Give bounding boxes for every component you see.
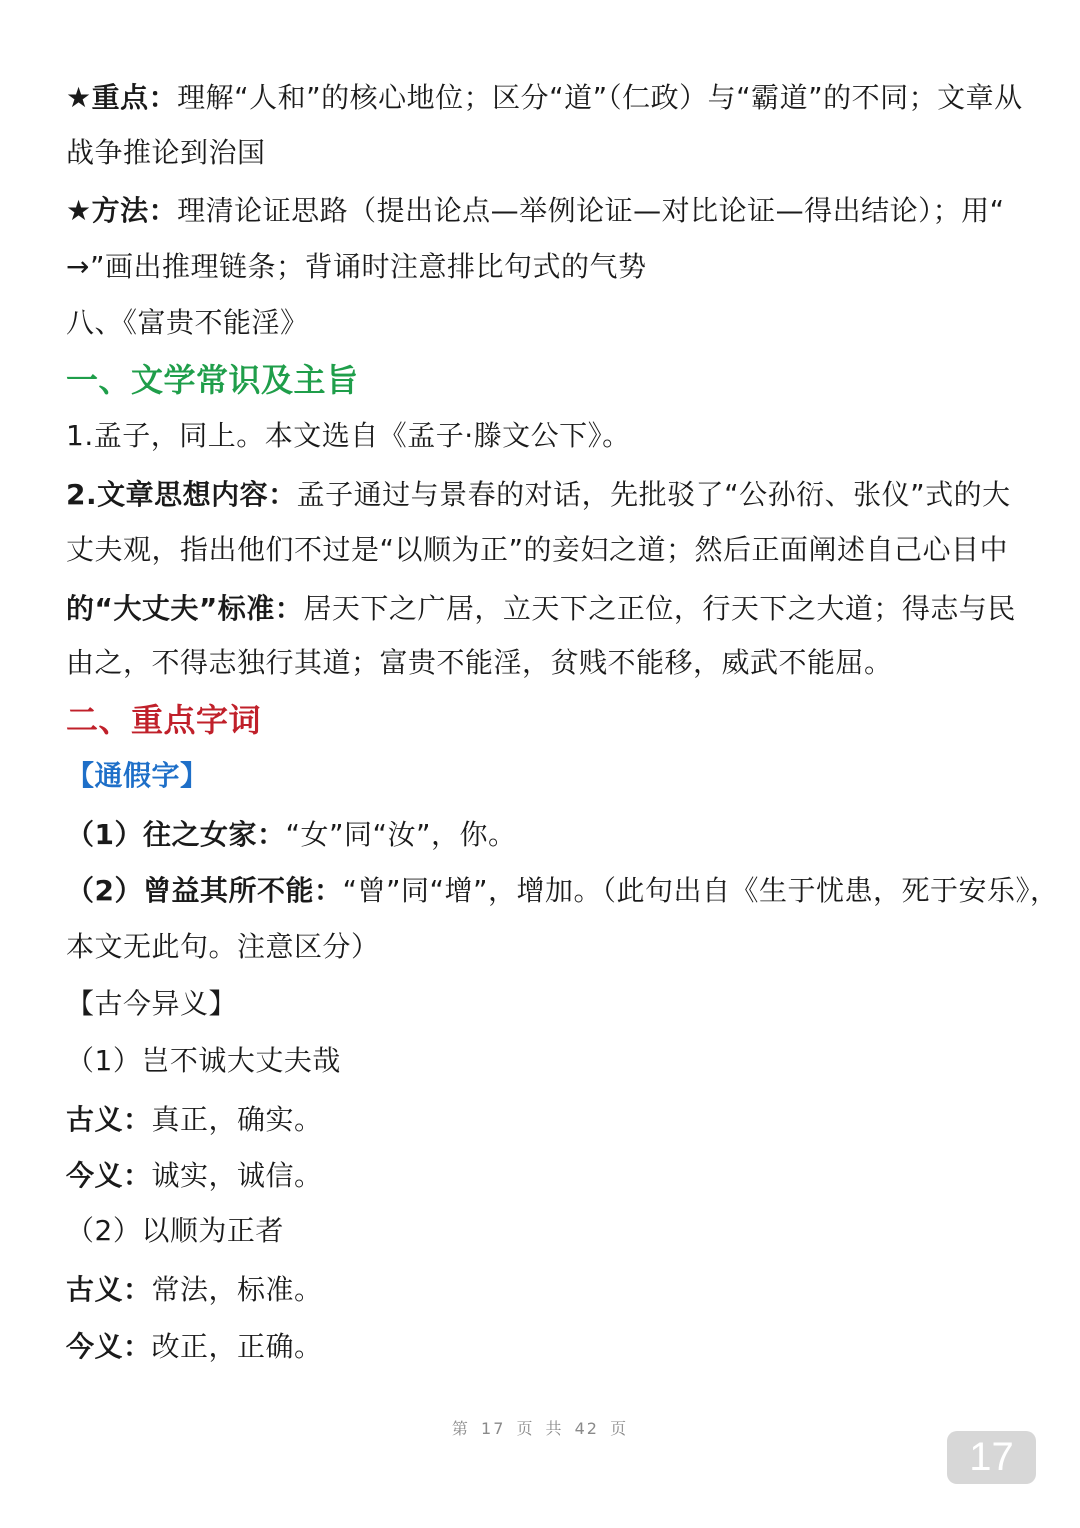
item-tongjiazi-2-label: （2）曾益其所不能： <box>66 874 343 907</box>
key-points-text: 理解“人和”的核心地位；区分“道”（仁政）与“霸道”的不同；文章从 <box>177 81 1023 114</box>
item-tongjiazi-2 <box>66 873 1059 909</box>
method-line <box>66 193 1005 229</box>
ancient-text: 真正，确实。 <box>151 1103 323 1136</box>
paragraph-content-line-1 <box>66 477 1011 513</box>
method-label: ★方法： <box>66 194 178 227</box>
item-tongjiazi-1 <box>66 817 517 853</box>
paragraph-content-line-2: 丈夫观，指出他们不过是“以顺为正”的妾妇之道；然后正面阐述自己心目中 <box>66 533 1009 566</box>
standard-text: 居天下之广居，立天下之正位，行天下之大道；得志与民 <box>303 592 1016 625</box>
item-tongjiazi-2-cont: 本文无此句。注意区分） <box>66 930 380 963</box>
modern-text: 诚实，诚信。 <box>151 1159 323 1192</box>
paragraph-content-line-4: 由之，不得志独行其道；富贵不能淫，贫贱不能移，威武不能屈。 <box>66 646 893 679</box>
item-gujin-1: （1）岂不诚大丈夫哉 <box>66 1044 341 1077</box>
modern-label: 今义： <box>66 1159 152 1192</box>
document-page <box>66 0 1059 1528</box>
ancient-text-2: 常法，标准。 <box>151 1273 323 1306</box>
key-points-label: ★重点： <box>66 81 178 114</box>
subheading-tongjiazi: 【通假字】 <box>66 759 209 792</box>
item-tongjiazi-2-text: “曾”同“增”，增加。（此句出自《生于忧患，死于安乐》， <box>342 874 1059 907</box>
item-gujin-1-ancient <box>66 1102 323 1138</box>
method-text: 理清论证思路（提出论点—举例论证—对比论证—得出结论）；用“ <box>177 194 1005 227</box>
section-heading-key-words: 二、重点字词 <box>66 701 262 739</box>
paragraph-author-source: 1.孟子，同上。本文选自《孟子·滕文公下》。 <box>66 419 631 452</box>
key-points-line <box>66 80 1023 116</box>
content-text: 孟子通过与景春的对话，先批驳了“公孙衍、张仪”式的大 <box>296 478 1011 511</box>
standard-label: 的“大丈夫”标准： <box>66 592 304 625</box>
item-gujin-2-ancient <box>66 1272 323 1308</box>
section-heading-literature: 一、文学常识及主旨 <box>66 361 359 399</box>
page-footer: 第 17 页 共 42 页 <box>451 1419 629 1438</box>
method-line-2: →”画出推理链条；背诵时注意排比句式的气势 <box>66 250 647 283</box>
key-points-line-2: 战争推论到治国 <box>66 136 266 169</box>
item-gujin-2: （2）以顺为正者 <box>66 1214 284 1247</box>
subheading-gujinyiyi: 【古今异义】 <box>66 987 238 1020</box>
paragraph-content-line-3 <box>66 591 1016 627</box>
item-tongjiazi-1-text: “女”同“汝”，你。 <box>285 818 517 851</box>
content-label: 2.文章思想内容： <box>66 478 297 511</box>
item-gujin-1-modern <box>66 1158 323 1194</box>
page-number-badge: 17 <box>947 1431 1036 1484</box>
ancient-label: 古义： <box>66 1103 152 1136</box>
item-gujin-2-modern <box>66 1329 323 1365</box>
modern-text-2: 改正，正确。 <box>151 1330 323 1363</box>
lesson-title: 八、《富贵不能淫》 <box>66 306 309 339</box>
modern-label-2: 今义： <box>66 1330 152 1363</box>
item-tongjiazi-1-label: （1）往之女家： <box>66 818 286 851</box>
ancient-label-2: 古义： <box>66 1273 152 1306</box>
